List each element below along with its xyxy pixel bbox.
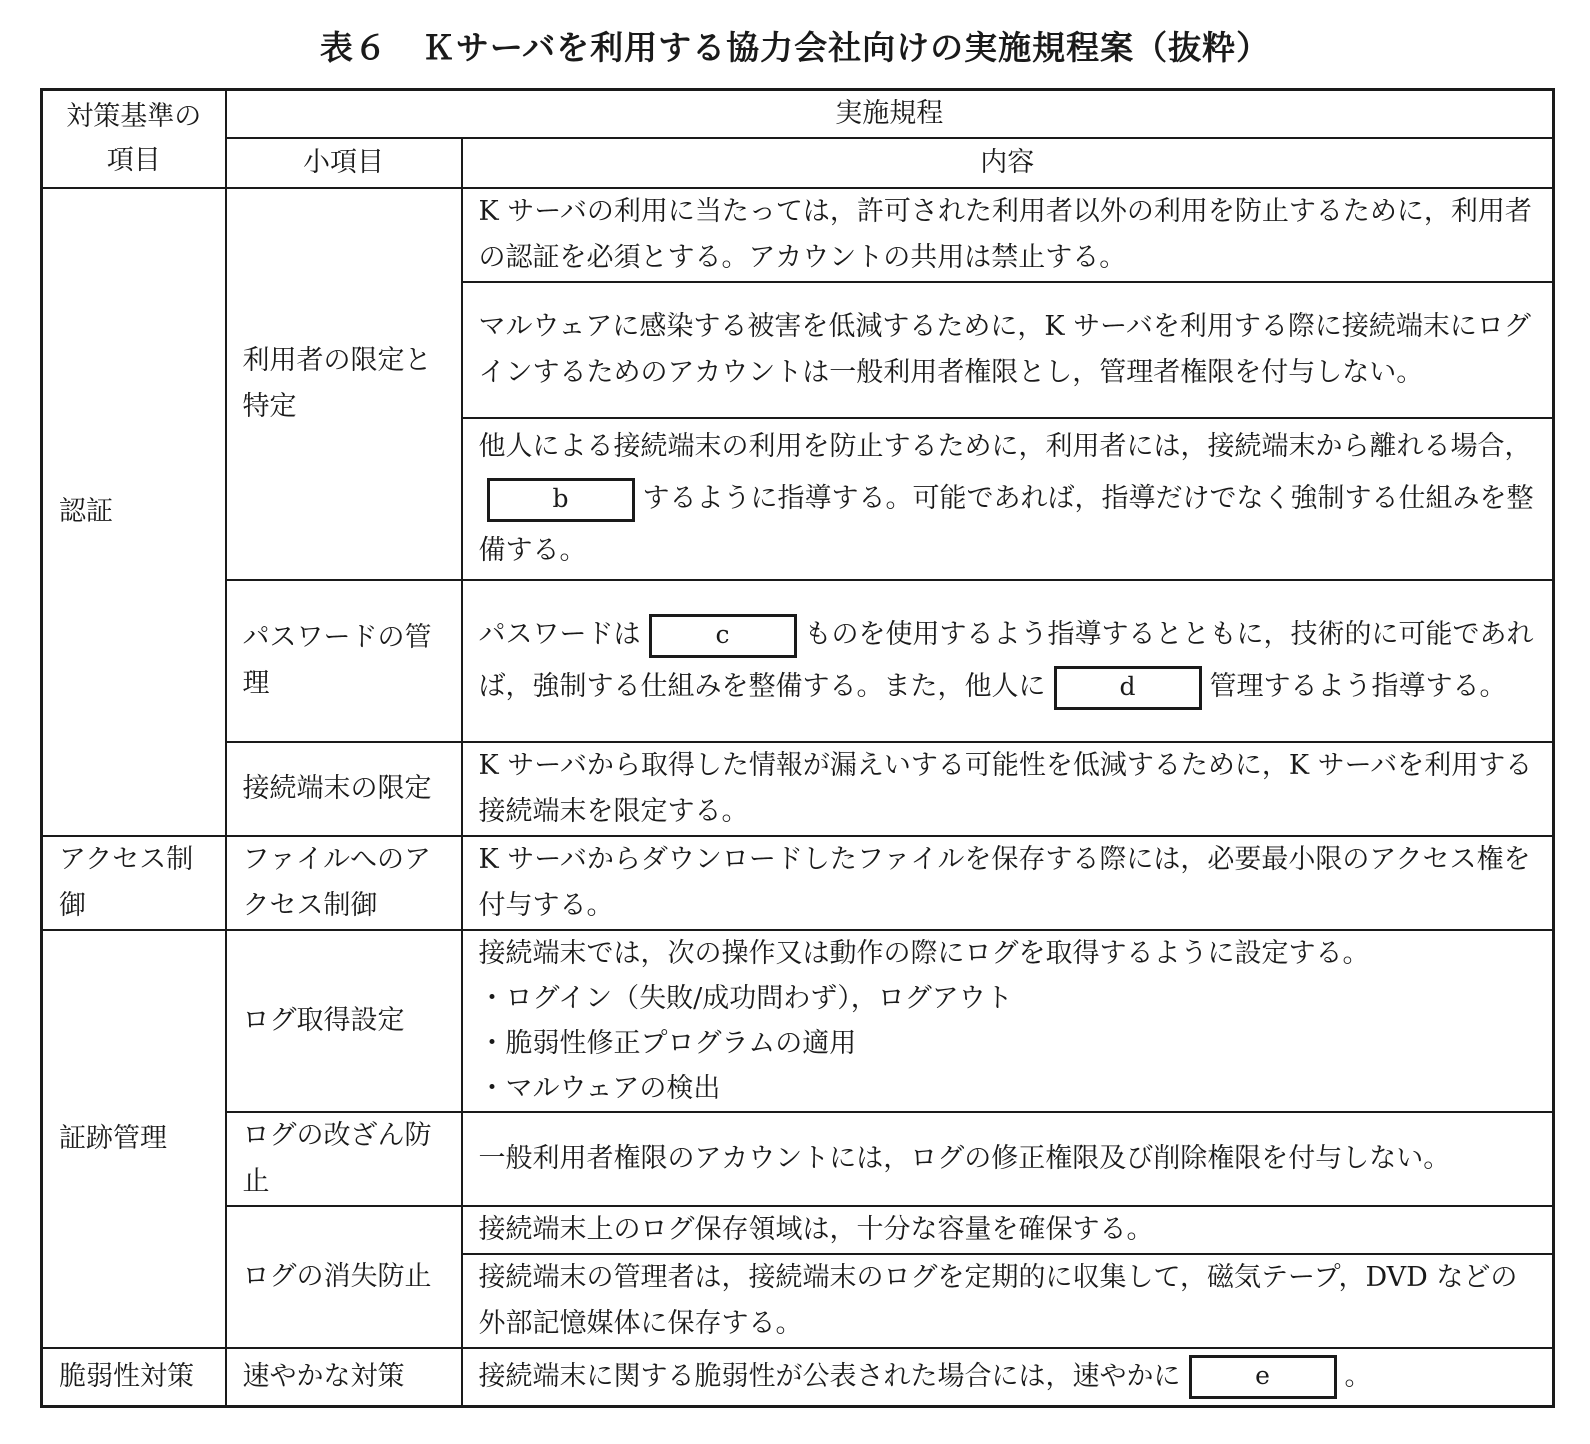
content-password-post: 管理するよう指導する。 [1209, 671, 1507, 702]
content-auth-3 [462, 418, 1554, 580]
sub-log-setting: ログ取得設定 [226, 930, 462, 1112]
category-vuln: 脆弱性対策 [42, 1348, 226, 1406]
sub-password: パスワードの管理 [226, 580, 462, 742]
sub-terminal: 接続端末の限定 [226, 742, 462, 836]
sub-log-tamper: ログの改ざん防止 [226, 1112, 462, 1206]
content-vuln-pre: 接続端末に関する脆弱性が公表された場合には，速やかに [478, 1360, 1181, 1392]
content-password [462, 580, 1554, 742]
blank-b: b [487, 478, 635, 522]
blank-c: c [649, 614, 797, 658]
header-sub-item: 小項目 [226, 138, 462, 188]
content-terminal: K サーバから取得した情報が漏えいする可能性を低減するために，K サーバを利用する接続端末を限定する。 [462, 742, 1554, 836]
log-item: ・ログイン（失敗/成功問わず），ログアウト [478, 983, 1013, 1014]
content-password-mid: ものを使用するよう指導するとともに，技術的に可能であれば，強制する仕組みを整備する。また，他人に [478, 619, 1534, 702]
category-access: アクセス制御 [42, 836, 226, 930]
table-caption: 表６ Ｋサーバを利用する協力会社向けの実施規程案（抜粋） [319, 28, 1271, 67]
regulation-table [40, 88, 1555, 1408]
sub-log-loss: ログの消失防止 [226, 1206, 462, 1348]
content-vuln-post: 。 [1344, 1360, 1372, 1392]
log-setting-intro: 接続端末では，次の操作又は動作の際にログを取得するように設定する。 [478, 938, 1370, 969]
header-measure-item: 対策基準の項目 [42, 90, 226, 189]
log-item: ・脆弱性修正プログラムの適用 [478, 1028, 857, 1059]
header-content: 内容 [462, 138, 1554, 188]
sub-vuln: 速やかな対策 [226, 1348, 462, 1406]
category-evidence: 証跡管理 [42, 930, 226, 1348]
header-regulation: 実施規程 [226, 90, 1554, 139]
content-auth-1: K サーバの利用に当たっては，許可された利用者以外の利用を防止するために，利用者の認証を必須とする。アカウントの共用は禁止する。 [462, 188, 1554, 282]
content-log-tamper: 一般利用者権限のアカウントには，ログの修正権限及び削除権限を付与しない。 [462, 1112, 1554, 1206]
content-log-loss-1: 接続端末上のログ保存領域は，十分な容量を確保する。 [462, 1206, 1554, 1254]
blank-d: d [1054, 666, 1202, 710]
content-vuln [462, 1348, 1554, 1406]
blank-e: e [1189, 1355, 1337, 1399]
content-log-loss-2: 接続端末の管理者は，接続端末のログを定期的に収集して，磁気テープ，DVD などの外部記憶媒体に保存する。 [462, 1254, 1554, 1348]
sub-user-limit: 利用者の限定と特定 [226, 188, 462, 580]
content-auth-3-post: するように指導する。可能であれば，指導だけでなく強制する仕組みを整備する。 [478, 483, 1534, 566]
content-password-pre: パスワードは [478, 619, 641, 650]
content-auth-2: マルウェアに感染する被害を低減するために，K サーバを利用する際に接続端末にログインするためのアカウントは一般利用者権限とし，管理者権限を付与しない。 [462, 282, 1554, 418]
content-auth-3-pre: 他人による接続端末の利用を防止するために，利用者には，接続端末から離れる場合， [478, 431, 1532, 462]
content-log-setting [462, 930, 1554, 1112]
sub-file-access: ファイルへのアクセス制御 [226, 836, 462, 930]
log-item: ・マルウェアの検出 [478, 1073, 721, 1104]
category-auth: 認証 [42, 188, 226, 836]
content-file-access: K サーバからダウンロードしたファイルを保存する際には，必要最小限のアクセス権を付与する。 [462, 836, 1554, 930]
